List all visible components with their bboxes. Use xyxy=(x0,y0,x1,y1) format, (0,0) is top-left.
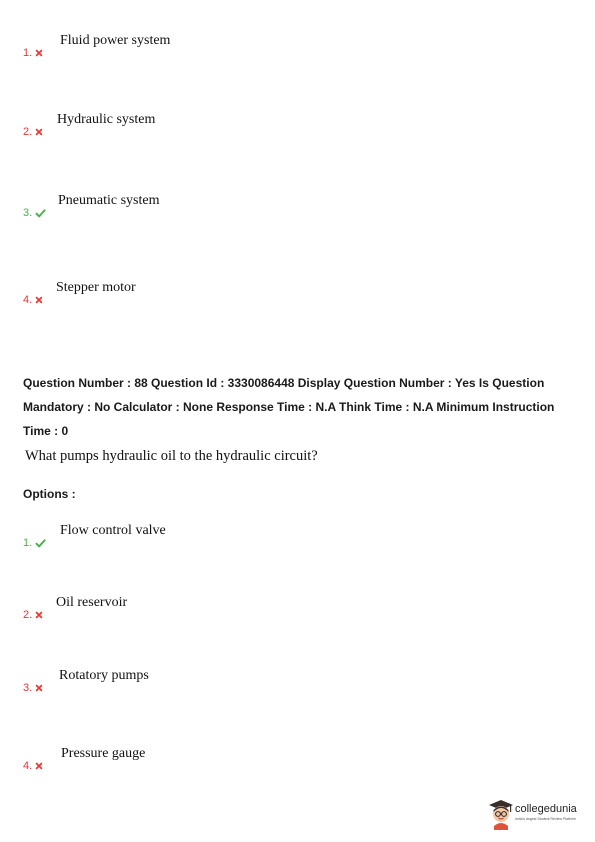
options-heading: Options : xyxy=(23,487,76,501)
option-text: Stepper motor xyxy=(56,280,136,295)
option-text: Oil reservoir xyxy=(56,595,128,610)
option-text: Pressure gauge xyxy=(61,746,146,761)
option-number: 3. xyxy=(23,207,33,219)
option-number: 1. xyxy=(23,537,33,549)
logo-tagline: India's largest Student Review Platform xyxy=(515,817,576,821)
option-number: 1. xyxy=(23,47,33,59)
option-item xyxy=(0,112,595,152)
option-marker xyxy=(23,537,46,549)
option-text: Rotatory pumps xyxy=(59,668,149,683)
option-text: Pneumatic system xyxy=(58,193,160,208)
logo-name: collegedunia xyxy=(515,803,577,815)
option-number: 2. xyxy=(23,126,33,138)
option-marker xyxy=(23,294,43,306)
question-metadata xyxy=(23,371,583,443)
option-item xyxy=(0,746,595,786)
option-marker xyxy=(23,207,46,219)
graduate-mascot-icon xyxy=(488,798,514,835)
option-marker xyxy=(23,760,43,772)
option-text: Flow control valve xyxy=(60,523,166,538)
collegedunia-logo xyxy=(488,798,588,832)
option-text: Hydraulic system xyxy=(57,112,156,127)
option-item xyxy=(0,523,595,563)
option-item xyxy=(0,193,595,233)
option-item xyxy=(0,33,595,73)
option-item xyxy=(0,668,595,708)
cross-icon xyxy=(35,684,43,692)
cross-icon xyxy=(35,296,43,304)
cross-icon xyxy=(35,611,43,619)
option-number: 2. xyxy=(23,609,33,621)
cross-icon xyxy=(35,49,43,57)
option-item xyxy=(0,595,595,635)
option-marker xyxy=(23,682,43,694)
check-icon xyxy=(35,209,46,218)
option-marker xyxy=(23,47,43,59)
question-meta-line: Mandatory : No Calculator : None Response Time : N.A Think Time : N.A Minimum Instruction xyxy=(23,400,555,414)
option-number: 3. xyxy=(23,682,33,694)
question-meta-line: Question Number : 88 Question Id : 3330086448 Display Question Number : Yes Is Question xyxy=(23,376,545,390)
cross-icon xyxy=(35,762,43,770)
question-meta-line: Time : 0 xyxy=(23,424,69,438)
cross-icon xyxy=(35,128,43,136)
check-icon xyxy=(35,539,46,548)
option-marker xyxy=(23,609,43,621)
option-text: Fluid power system xyxy=(60,33,171,48)
option-item xyxy=(0,280,595,320)
option-marker xyxy=(23,126,43,138)
option-number: 4. xyxy=(23,294,33,306)
question-text: What pumps hydraulic oil to the hydraulic circuit? xyxy=(25,448,318,464)
option-number: 4. xyxy=(23,760,33,772)
